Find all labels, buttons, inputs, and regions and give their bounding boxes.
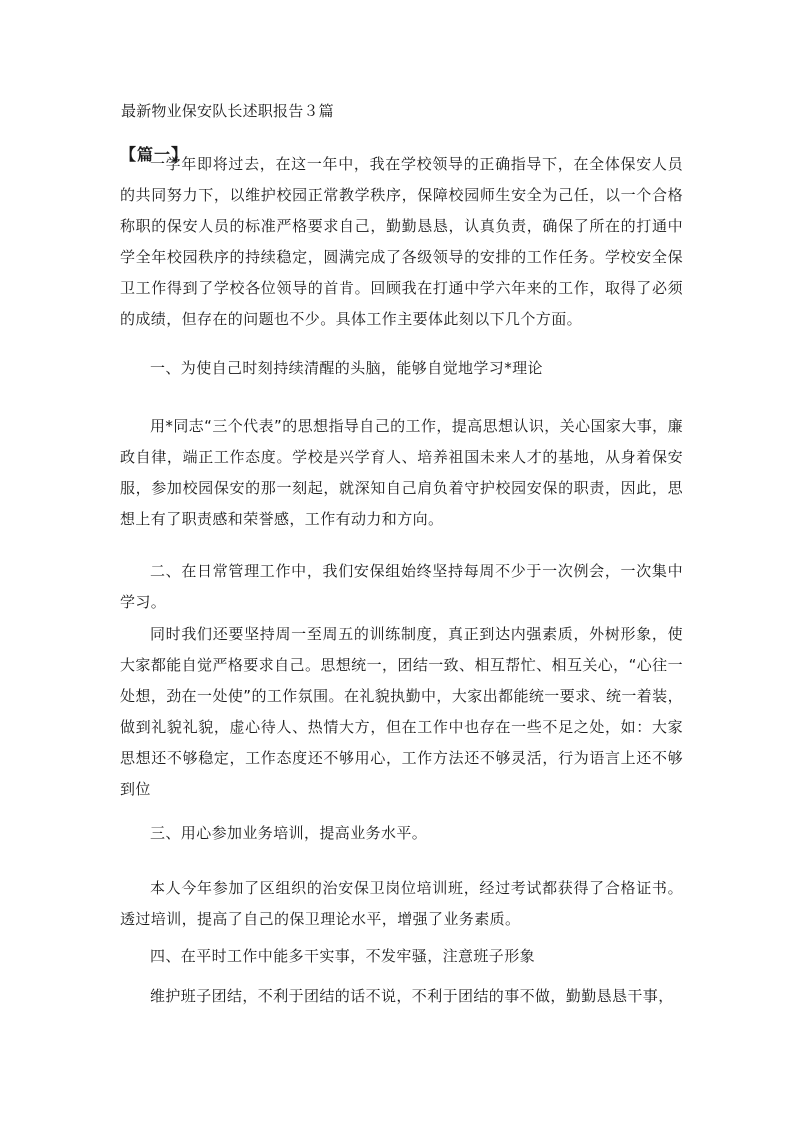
- paragraph-theory-study: 用*同志“三个代表”的思想指导自己的工作，提高思想认识，关心国家大事，廉政自律，端正工作态度。学校是兴学育人、培养祖国未来人才的基地，从身着保安服，参加校园保安的那一刻起，就深知自己肩负着守护校园安保的职责，因此，思想上有了职责感和荣誉感，工作有动力和方向。: [120, 417, 683, 528]
- section-heading-four: 四、在平时工作中能多干实事，不发牢骚，注意班子形象: [150, 947, 536, 965]
- document-title: 最新物业保安队长述职报告３篇: [121, 102, 334, 120]
- paragraph-business-training: 本人今年参加了区组织的治安保卫岗位培训班，经过考试都获得了合格证书。透过培训，提高了自己的保卫理论水平，增强了业务素质。: [120, 879, 683, 928]
- section-heading-one: 一、为使自己时刻持续清醒的头脑，能够自觉地学习*理论: [150, 359, 543, 377]
- section-heading-two: 二、在日常管理工作中，我们安保组始终坚持每周不少于一次例会，一次集中学习。: [120, 562, 683, 611]
- paragraph-training-system: 同时我们还要坚持周一至周五的训练制度，真正到达内强素质，外树形象，使大家都能自觉严格要求自己。思想统一，团结一致、相互帮忙、相互关心，“心往一处想，劲在一处使”的工作氛围。在礼貌执勤中，大家出都能统一要求、统一着装，做到礼貌礼貌，虚心待人、热情大方，但在工作中也存在一些不足之处，如：大家思想还不够稳定，工作态度还不够用心，工作方法还不够灵活，行为语言上还不够到位: [120, 625, 683, 798]
- section-heading-three: 三、用心参加业务培训，提高业务水平。: [150, 824, 428, 842]
- section-label-part-one: 【篇一】: [120, 145, 189, 164]
- paragraph-intro: 一学年即将过去，在这一年中，我在学校领导的正确指导下，在全体保安人员的共同努力下，以维护校园正常教学秩序，保障校园师生安全为己任，以一个合格称职的保安人员的标准严格要求自己，勤勤恳恳，认真负责，确保了所在的打通中学全年校园秩序的持续稳定，圆满完成了各级领导的安排的工作任务。学校安全保卫工作得到了学校各位领导的首肯。回顾我在打通中学六年来的工作，取得了必须的成绩，但存在的问题也不少。具体工作主要体此刻以下几个方面。: [120, 155, 683, 328]
- paragraph-team-unity: 维护班子团结，不利于团结的话不说，不利于团结的事不做，勤勤恳恳干事，: [150, 987, 674, 1005]
